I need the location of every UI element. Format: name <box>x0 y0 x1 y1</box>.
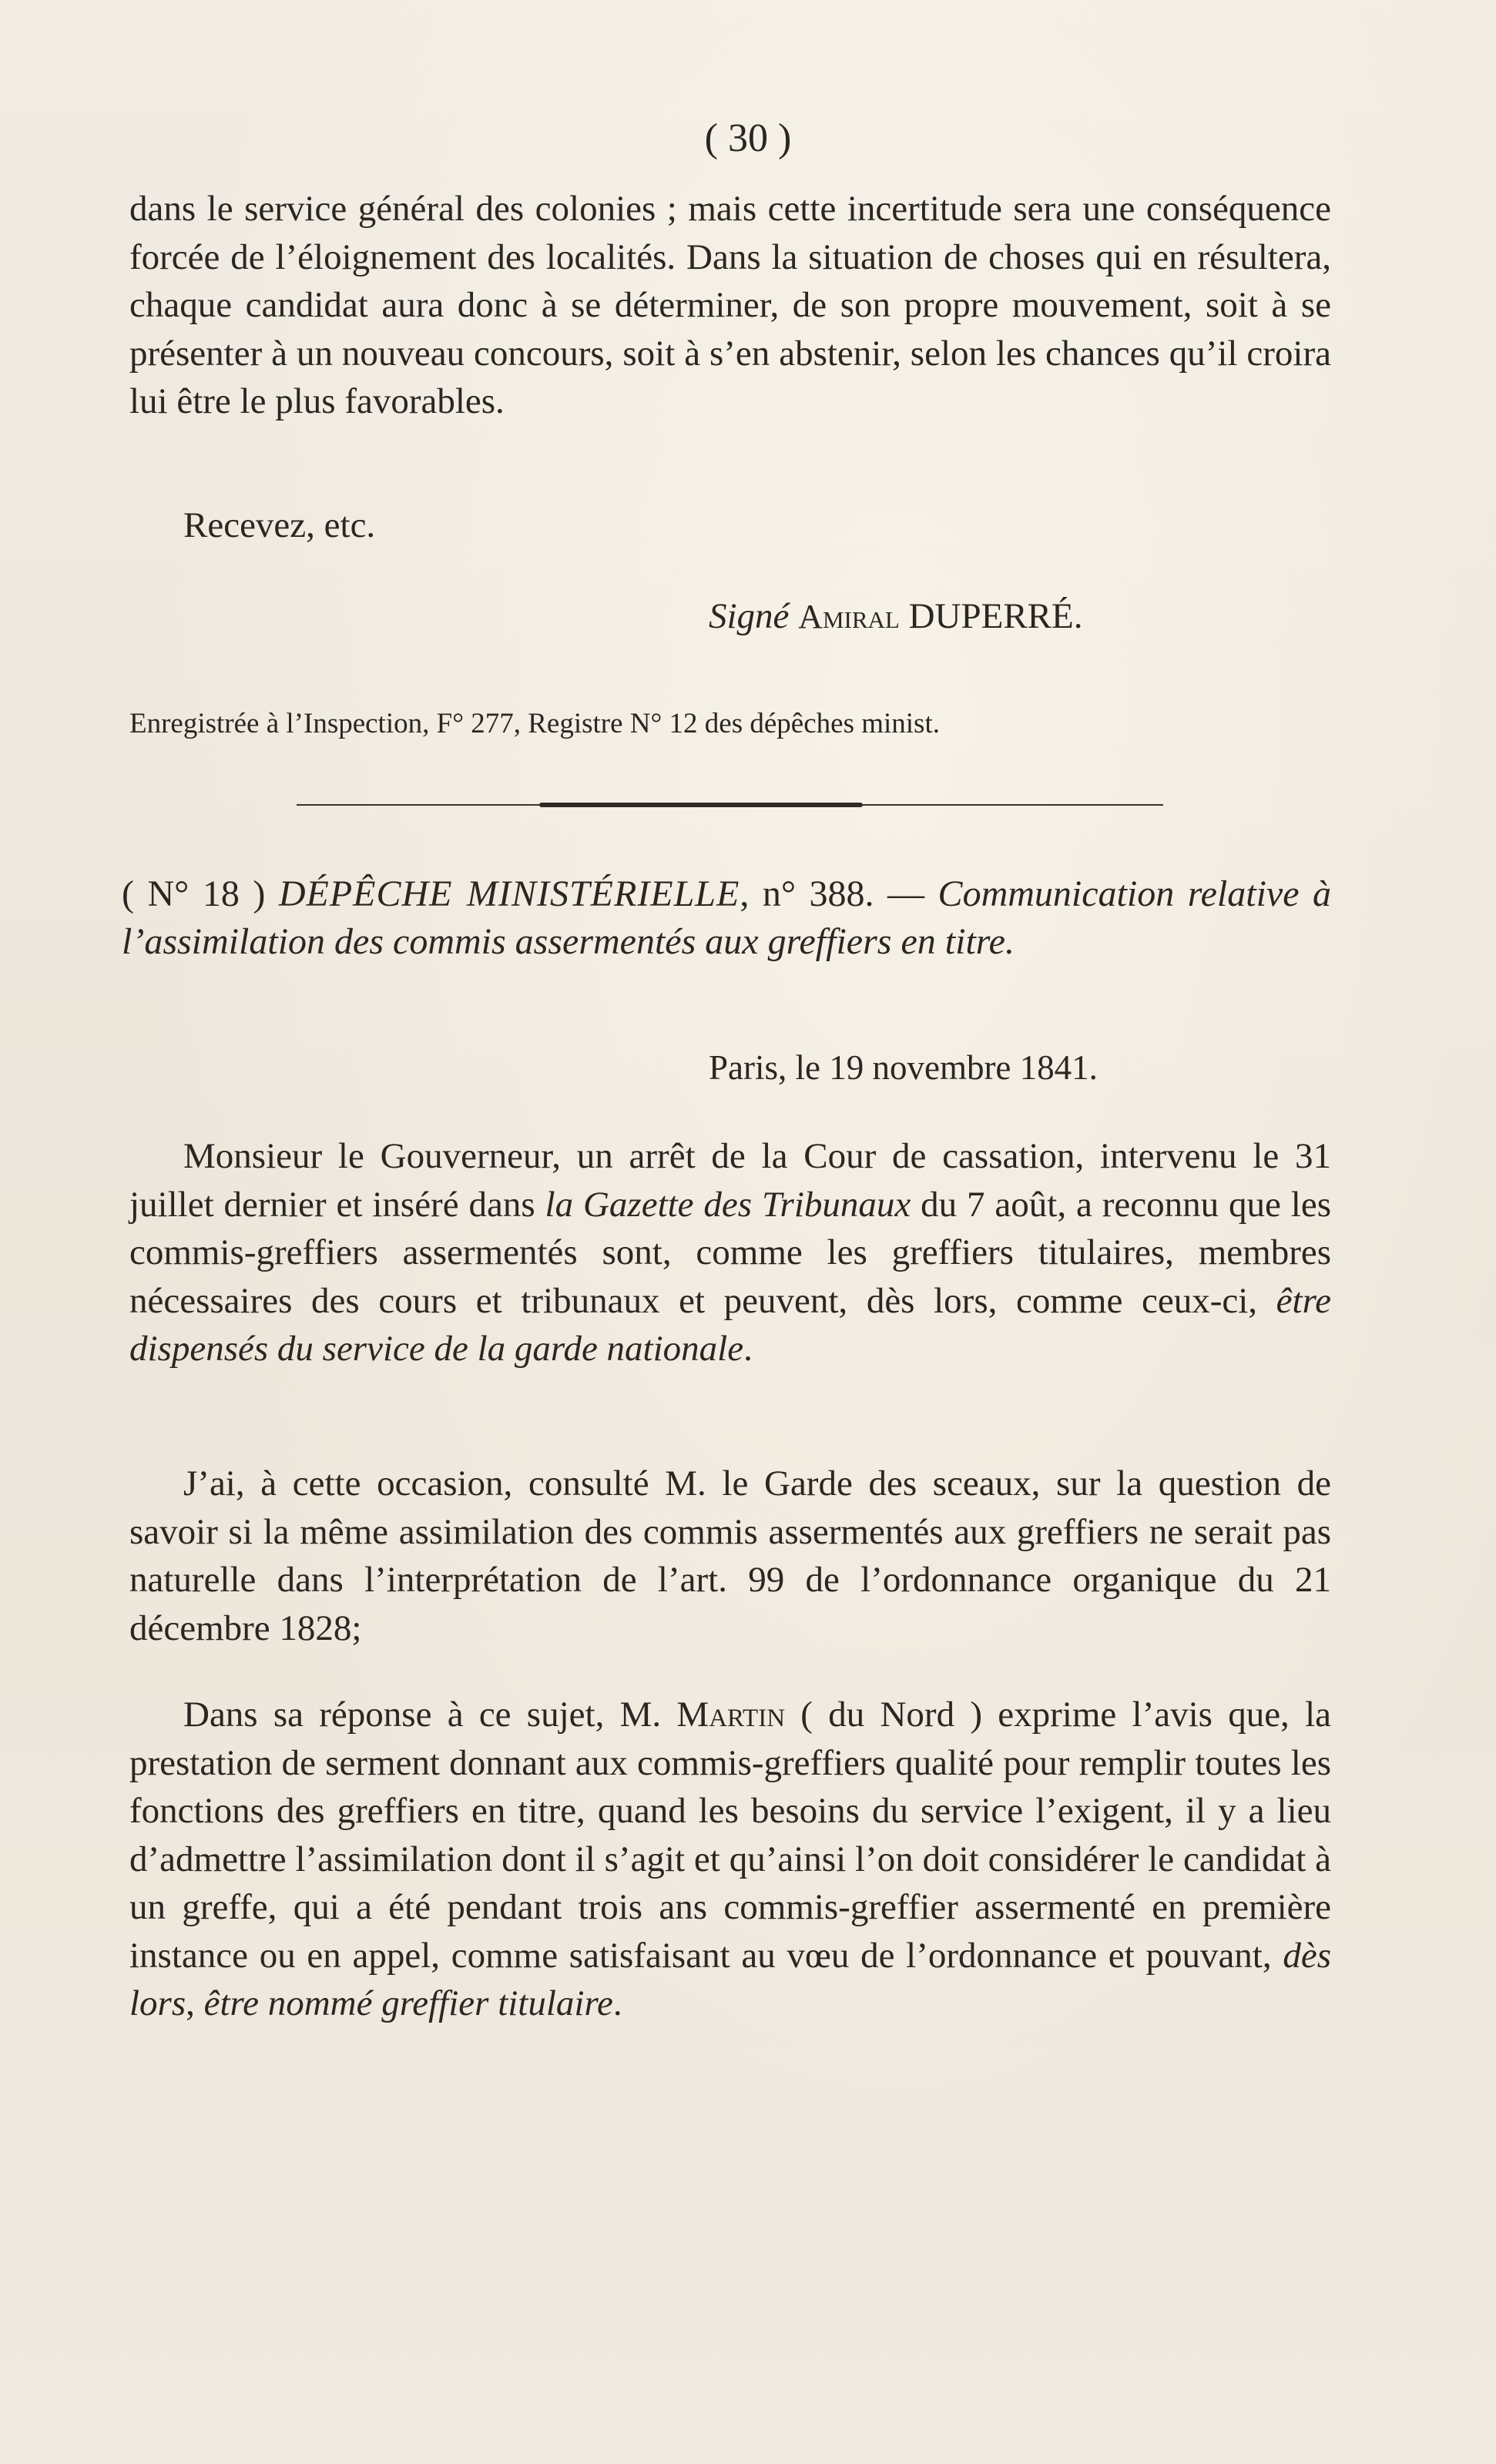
registration-note: Enregistrée à l’Inspection, F° 277, Registre N° 12 des dépêches minist. <box>129 708 940 739</box>
p3-text-f: . <box>612 1983 622 2023</box>
p1-dispense: être dispensés du service de la garde nationale <box>129 1280 1331 1369</box>
signatory-rank: Amiral <box>798 598 900 635</box>
dispatch-ref: , n° 388. — <box>740 873 925 914</box>
signature <box>709 595 1082 637</box>
p3-name: Martin <box>676 1695 786 1735</box>
p1-text-e: . <box>743 1329 753 1369</box>
p3-nomme: être nommé greffier titulaire <box>203 1983 613 2023</box>
section-divider-center <box>539 803 863 807</box>
salutation: Recevez, etc. <box>183 505 376 545</box>
page-number: ( 30 ) <box>704 116 792 160</box>
body-paragraph-2: J’ai, à cette occasion, consulté M. le Garde des sceaux, sur la question de savoir si la même assimilation des commis assermentés aux greffiers ne serait pas naturelle dans l’interprétation de l’art. 99 de l’ordonnance organique du 21 décembre 1828; <box>129 1463 1331 1648</box>
body-paragraph-1 <box>129 1132 1331 1373</box>
p3-des-lors: dès lors <box>129 1935 1331 2023</box>
signed-word: Signé <box>709 596 790 636</box>
p3-text-a: Dans sa réponse à ce sujet, M. <box>183 1695 677 1735</box>
signatory-name: DUPERRÉ. <box>908 596 1083 636</box>
dateline: Paris, le 19 novembre 1841. <box>709 1048 1098 1087</box>
dispatch-title: DÉPÊCHE MINISTÉRIELLE <box>278 873 740 914</box>
p1-text-c: du 7 août, a reconnu que les commis-greffiers assermentés sont, comme les greffiers titulaires, membres nécessaires des cours et tribunaux et peuvent, dès lors, comme ceux-ci, <box>129 1184 1331 1321</box>
dispatch-number: ( N° 18 ) <box>122 873 266 914</box>
top-paragraph: dans le service général des colonies ; mais cette incertitude sera une conséquence forcée de l’éloignement des localités. Dans la situation de choses qui en résultera, chaque candidat aura donc à se déterminer, de son propre mouvement, soit à se présenter à un nouveau concours, soit à s’en abstenir, selon les chances qu’il croira lui être le plus favorables. <box>129 189 1331 421</box>
p1-gazette: la Gazette des Tribunaux <box>545 1184 911 1225</box>
dispatch-subject: Communication relative à l’assimilation des commis assermentés aux greffiers en titre. <box>122 873 1332 962</box>
dispatch-heading <box>122 870 1331 966</box>
p3-text-d: , <box>186 1983 204 2023</box>
body-paragraph-3 <box>129 1691 1331 2028</box>
p1-text-a: Monsieur le Gouverneur, un arrêt de la Cour de cassation, intervenu le 31 juillet dernier et inséré dans <box>129 1136 1331 1225</box>
p3-text-b: ( du Nord ) exprime l’avis que, la prestation de serment donnant aux commis-greffiers qualité pour remplir toutes les fonctions des greffiers en titre, quand les besoins du service l’exigent, il y a lieu d’admettre l’assimilation dont il s’agit et qu’ainsi l’on doit considérer le candidat à un greffe, qui a été pendant trois ans commis-greffier assermenté en première instance ou en appel, comme satisfaisant au vœu de l’ordonnance et pouvant, <box>129 1695 1331 1976</box>
